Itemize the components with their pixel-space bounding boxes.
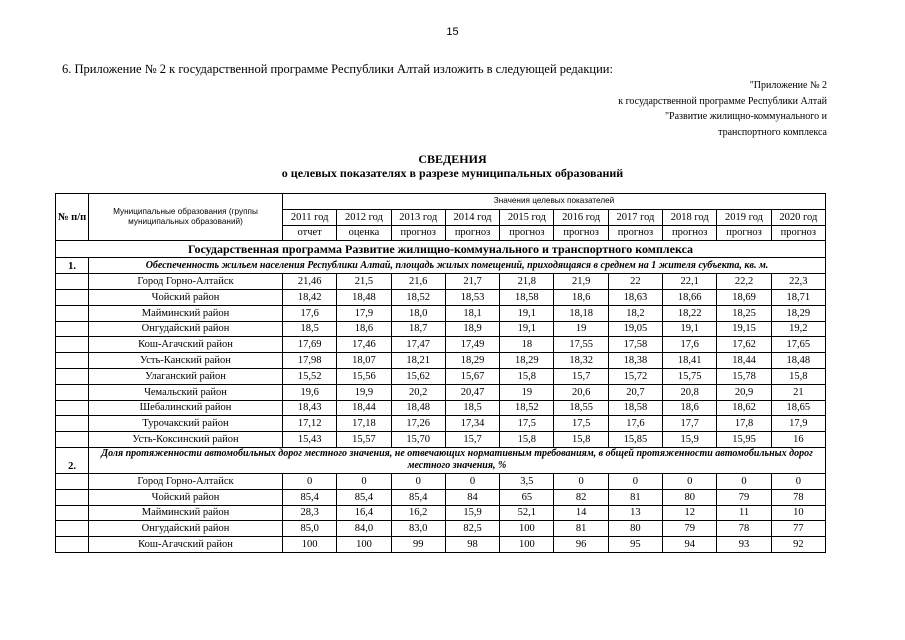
value-cell: 84,0 <box>337 521 391 537</box>
value-cell: 17,98 <box>283 353 337 369</box>
value-cell: 18,44 <box>337 400 391 416</box>
value-cell: 18,6 <box>554 289 608 305</box>
value-cell: 19,1 <box>500 305 554 321</box>
value-cell: 18,18 <box>554 305 608 321</box>
year-header: 2011 год <box>283 209 337 225</box>
value-cell: 18,44 <box>717 353 771 369</box>
value-cell: 28,3 <box>283 505 337 521</box>
value-cell: 82 <box>554 489 608 505</box>
value-cell: 16,4 <box>337 505 391 521</box>
column-header-values: Значения целевых показателей <box>283 194 826 210</box>
indicators-table <box>55 193 826 553</box>
value-cell: 15,75 <box>663 368 717 384</box>
value-cell: 17,18 <box>337 416 391 432</box>
value-cell: 0 <box>717 473 771 489</box>
year-header: 2016 год <box>554 209 608 225</box>
title-heading: СВЕДЕНИЯ <box>418 152 487 166</box>
value-cell: 16 <box>771 432 825 448</box>
value-cell: 93 <box>717 537 771 553</box>
column-header-municipality: Муниципальные образования (группы муниципальных образований) <box>89 194 283 241</box>
table-row <box>56 353 826 369</box>
year-header: 2019 год <box>717 209 771 225</box>
municipality-name: Онгудайский район <box>89 521 283 537</box>
value-cell: 100 <box>500 521 554 537</box>
value-cell: 0 <box>771 473 825 489</box>
status-header: прогноз <box>608 225 662 241</box>
value-cell: 17,5 <box>554 416 608 432</box>
value-cell: 18,22 <box>663 305 717 321</box>
municipality-name: Чойский район <box>89 489 283 505</box>
value-cell: 78 <box>717 521 771 537</box>
value-cell: 19,15 <box>717 321 771 337</box>
value-cell: 21,8 <box>500 274 554 290</box>
table-row <box>56 321 826 337</box>
status-header: прогноз <box>663 225 717 241</box>
row-number-cell <box>56 505 89 521</box>
value-cell: 19,9 <box>337 384 391 400</box>
value-cell: 17,62 <box>717 337 771 353</box>
value-cell: 18,29 <box>500 353 554 369</box>
value-cell: 19 <box>554 321 608 337</box>
row-number-cell <box>56 473 89 489</box>
row-number-cell <box>56 537 89 553</box>
value-cell: 17,47 <box>391 337 445 353</box>
value-cell: 15,67 <box>445 368 499 384</box>
value-cell: 18,7 <box>391 321 445 337</box>
value-cell: 17,58 <box>608 337 662 353</box>
municipality-name: Чойский район <box>89 289 283 305</box>
value-cell: 21,46 <box>283 274 337 290</box>
row-number-cell <box>56 432 89 448</box>
value-cell: 83,0 <box>391 521 445 537</box>
value-cell: 22 <box>608 274 662 290</box>
municipality-name: Кош-Агачский район <box>89 537 283 553</box>
value-cell: 0 <box>337 473 391 489</box>
value-cell: 17,46 <box>337 337 391 353</box>
value-cell: 15,43 <box>283 432 337 448</box>
section-number: 2. <box>56 447 89 473</box>
value-cell: 20,6 <box>554 384 608 400</box>
value-cell: 18,25 <box>717 305 771 321</box>
value-cell: 82,5 <box>445 521 499 537</box>
value-cell: 18,07 <box>337 353 391 369</box>
value-cell: 18,29 <box>771 305 825 321</box>
value-cell: 22,2 <box>717 274 771 290</box>
status-header: прогноз <box>554 225 608 241</box>
row-number-cell <box>56 274 89 290</box>
value-cell: 18,58 <box>608 400 662 416</box>
value-cell: 84 <box>445 489 499 505</box>
status-header: прогноз <box>500 225 554 241</box>
value-cell: 17,65 <box>771 337 825 353</box>
status-header: прогноз <box>445 225 499 241</box>
value-cell: 22,3 <box>771 274 825 290</box>
value-cell: 19,6 <box>283 384 337 400</box>
value-cell: 22,1 <box>663 274 717 290</box>
row-number-cell <box>56 353 89 369</box>
appendix-line: транспортного комплекса <box>718 126 827 138</box>
value-cell: 18,55 <box>554 400 608 416</box>
table-row <box>56 489 826 505</box>
value-cell: 18,65 <box>771 400 825 416</box>
value-cell: 18,21 <box>391 353 445 369</box>
value-cell: 17,34 <box>445 416 499 432</box>
value-cell: 79 <box>717 489 771 505</box>
row-number-cell <box>56 321 89 337</box>
value-cell: 20,9 <box>717 384 771 400</box>
value-cell: 12 <box>663 505 717 521</box>
value-cell: 19,05 <box>608 321 662 337</box>
year-header: 2012 год <box>337 209 391 225</box>
status-header: прогноз <box>391 225 445 241</box>
municipality-name: Город Горно-Алтайск <box>89 274 283 290</box>
value-cell: 18,5 <box>283 321 337 337</box>
value-cell: 13 <box>608 505 662 521</box>
value-cell: 21,7 <box>445 274 499 290</box>
value-cell: 92 <box>771 537 825 553</box>
value-cell: 15,70 <box>391 432 445 448</box>
value-cell: 81 <box>608 489 662 505</box>
section-indicator: Доля протяженности автомобильных дорог местного значения, не отвечающих нормативным требованиям, в общей протяженности автомобильных дорог местного значения, % <box>89 447 826 473</box>
value-cell: 77 <box>771 521 825 537</box>
value-cell: 18,69 <box>717 289 771 305</box>
value-cell: 80 <box>663 489 717 505</box>
value-cell: 80 <box>608 521 662 537</box>
table-row <box>56 368 826 384</box>
municipality-name: Майминский район <box>89 305 283 321</box>
value-cell: 20,7 <box>608 384 662 400</box>
value-cell: 18,63 <box>608 289 662 305</box>
year-header: 2013 год <box>391 209 445 225</box>
intro-text: 6. Приложение № 2 к государственной программе Республики Алтай изложить в следующей редакции: <box>62 62 613 76</box>
table-row <box>56 521 826 537</box>
appendix-header <box>618 78 827 140</box>
municipality-name: Майминский район <box>89 505 283 521</box>
value-cell: 21,5 <box>337 274 391 290</box>
year-header: 2018 год <box>663 209 717 225</box>
municipality-name: Кош-Агачский район <box>89 337 283 353</box>
value-cell: 20,47 <box>445 384 499 400</box>
value-cell: 0 <box>391 473 445 489</box>
title-subheading: о целевых показателях в разрезе муниципальных образований <box>281 166 624 180</box>
value-cell: 100 <box>500 537 554 553</box>
value-cell: 17,9 <box>337 305 391 321</box>
value-cell: 19,1 <box>663 321 717 337</box>
appendix-line: "Приложение № 2 <box>749 80 827 91</box>
value-cell: 18,43 <box>283 400 337 416</box>
value-cell: 15,57 <box>337 432 391 448</box>
row-number-cell <box>56 368 89 384</box>
value-cell: 18,0 <box>391 305 445 321</box>
value-cell: 15,8 <box>500 432 554 448</box>
value-cell: 17,49 <box>445 337 499 353</box>
municipality-name: Шебалинский район <box>89 400 283 416</box>
value-cell: 15,8 <box>554 432 608 448</box>
value-cell: 21,9 <box>554 274 608 290</box>
value-cell: 18,9 <box>445 321 499 337</box>
value-cell: 20,8 <box>663 384 717 400</box>
value-cell: 85,4 <box>283 489 337 505</box>
value-cell: 15,72 <box>608 368 662 384</box>
value-cell: 0 <box>445 473 499 489</box>
value-cell: 11 <box>717 505 771 521</box>
row-number-cell <box>56 305 89 321</box>
year-header: 2020 год <box>771 209 825 225</box>
value-cell: 85,4 <box>337 489 391 505</box>
year-header: 2017 год <box>608 209 662 225</box>
table-row <box>56 432 826 448</box>
value-cell: 15,78 <box>717 368 771 384</box>
value-cell: 65 <box>500 489 554 505</box>
value-cell: 20,2 <box>391 384 445 400</box>
value-cell: 18,66 <box>663 289 717 305</box>
value-cell: 85,4 <box>391 489 445 505</box>
value-cell: 10 <box>771 505 825 521</box>
value-cell: 15,9 <box>445 505 499 521</box>
value-cell: 52,1 <box>500 505 554 521</box>
value-cell: 15,85 <box>608 432 662 448</box>
value-cell: 100 <box>337 537 391 553</box>
value-cell: 18,32 <box>554 353 608 369</box>
section-header-row <box>56 447 826 473</box>
value-cell: 18 <box>500 337 554 353</box>
year-header: 2015 год <box>500 209 554 225</box>
value-cell: 16,2 <box>391 505 445 521</box>
value-cell: 18,6 <box>663 400 717 416</box>
row-number-cell <box>56 416 89 432</box>
value-cell: 99 <box>391 537 445 553</box>
value-cell: 18,1 <box>445 305 499 321</box>
value-cell: 17,7 <box>663 416 717 432</box>
municipality-name: Усть-Канский район <box>89 353 283 369</box>
page-number: 15 <box>446 26 459 38</box>
status-header: прогноз <box>717 225 771 241</box>
table-row <box>56 537 826 553</box>
value-cell: 15,8 <box>500 368 554 384</box>
value-cell: 17,69 <box>283 337 337 353</box>
value-cell: 17,6 <box>283 305 337 321</box>
table-row <box>56 337 826 353</box>
municipality-name: Улаганский район <box>89 368 283 384</box>
value-cell: 18,58 <box>500 289 554 305</box>
table-row <box>56 416 826 432</box>
value-cell: 0 <box>608 473 662 489</box>
value-cell: 3,5 <box>500 473 554 489</box>
row-number-cell <box>56 337 89 353</box>
value-cell: 15,52 <box>283 368 337 384</box>
value-cell: 21,6 <box>391 274 445 290</box>
value-cell: 85,0 <box>283 521 337 537</box>
value-cell: 19 <box>500 384 554 400</box>
value-cell: 19,1 <box>500 321 554 337</box>
table-row <box>56 289 826 305</box>
value-cell: 18,48 <box>337 289 391 305</box>
table-row <box>56 274 826 290</box>
value-cell: 21 <box>771 384 825 400</box>
value-cell: 17,5 <box>500 416 554 432</box>
section-indicator: Обеспеченность жильем населения Республики Алтай, площадь жилых помещений, приходящаяся в среднем на 1 жителя субъекта, кв. м. <box>89 258 826 274</box>
table-row <box>56 505 826 521</box>
status-header: прогноз <box>771 225 825 241</box>
value-cell: 18,48 <box>771 353 825 369</box>
value-cell: 17,8 <box>717 416 771 432</box>
appendix-line: "Развитие жилищно-коммунального и <box>664 111 827 122</box>
value-cell: 15,9 <box>663 432 717 448</box>
municipality-name: Онгудайский район <box>89 321 283 337</box>
value-cell: 15,56 <box>337 368 391 384</box>
value-cell: 15,7 <box>554 368 608 384</box>
table-row <box>56 400 826 416</box>
value-cell: 18,5 <box>445 400 499 416</box>
value-cell: 0 <box>283 473 337 489</box>
value-cell: 100 <box>283 537 337 553</box>
municipality-name: Усть-Коксинский район <box>89 432 283 448</box>
value-cell: 15,7 <box>445 432 499 448</box>
value-cell: 17,9 <box>771 416 825 432</box>
year-header: 2014 год <box>445 209 499 225</box>
value-cell: 18,29 <box>445 353 499 369</box>
table-row <box>56 305 826 321</box>
table-row <box>56 473 826 489</box>
municipality-name: Чемальский район <box>89 384 283 400</box>
document-title <box>0 152 905 180</box>
value-cell: 95 <box>608 537 662 553</box>
row-number-cell <box>56 384 89 400</box>
value-cell: 17,55 <box>554 337 608 353</box>
section-number: 1. <box>56 258 89 274</box>
value-cell: 0 <box>663 473 717 489</box>
value-cell: 79 <box>663 521 717 537</box>
municipality-name: Турочакский район <box>89 416 283 432</box>
municipality-name: Город Горно-Алтайск <box>89 473 283 489</box>
value-cell: 18,42 <box>283 289 337 305</box>
value-cell: 18,41 <box>663 353 717 369</box>
table-row <box>56 384 826 400</box>
value-cell: 96 <box>554 537 608 553</box>
value-cell: 81 <box>554 521 608 537</box>
value-cell: 18,6 <box>337 321 391 337</box>
value-cell: 17,12 <box>283 416 337 432</box>
value-cell: 0 <box>554 473 608 489</box>
section-header-row <box>56 258 826 274</box>
value-cell: 15,8 <box>771 368 825 384</box>
status-header: отчет <box>283 225 337 241</box>
value-cell: 18,53 <box>445 289 499 305</box>
value-cell: 18,52 <box>500 400 554 416</box>
status-header: оценка <box>337 225 391 241</box>
value-cell: 18,48 <box>391 400 445 416</box>
value-cell: 17,26 <box>391 416 445 432</box>
row-number-cell <box>56 489 89 505</box>
row-number-cell <box>56 289 89 305</box>
value-cell: 18,38 <box>608 353 662 369</box>
value-cell: 14 <box>554 505 608 521</box>
value-cell: 18,52 <box>391 289 445 305</box>
appendix-line: к государственной программе Республики Алтай <box>618 95 827 107</box>
value-cell: 78 <box>771 489 825 505</box>
value-cell: 17,6 <box>663 337 717 353</box>
column-header-number: № п/п <box>56 194 89 241</box>
row-number-cell <box>56 521 89 537</box>
value-cell: 15,95 <box>717 432 771 448</box>
value-cell: 17,6 <box>608 416 662 432</box>
value-cell: 18,2 <box>608 305 662 321</box>
value-cell: 18,71 <box>771 289 825 305</box>
program-title: Государственная программа Развитие жилищно-коммунального и транспортного комплекса <box>56 241 826 258</box>
value-cell: 15,62 <box>391 368 445 384</box>
value-cell: 18,62 <box>717 400 771 416</box>
value-cell: 94 <box>663 537 717 553</box>
row-number-cell <box>56 400 89 416</box>
value-cell: 19,2 <box>771 321 825 337</box>
value-cell: 98 <box>445 537 499 553</box>
